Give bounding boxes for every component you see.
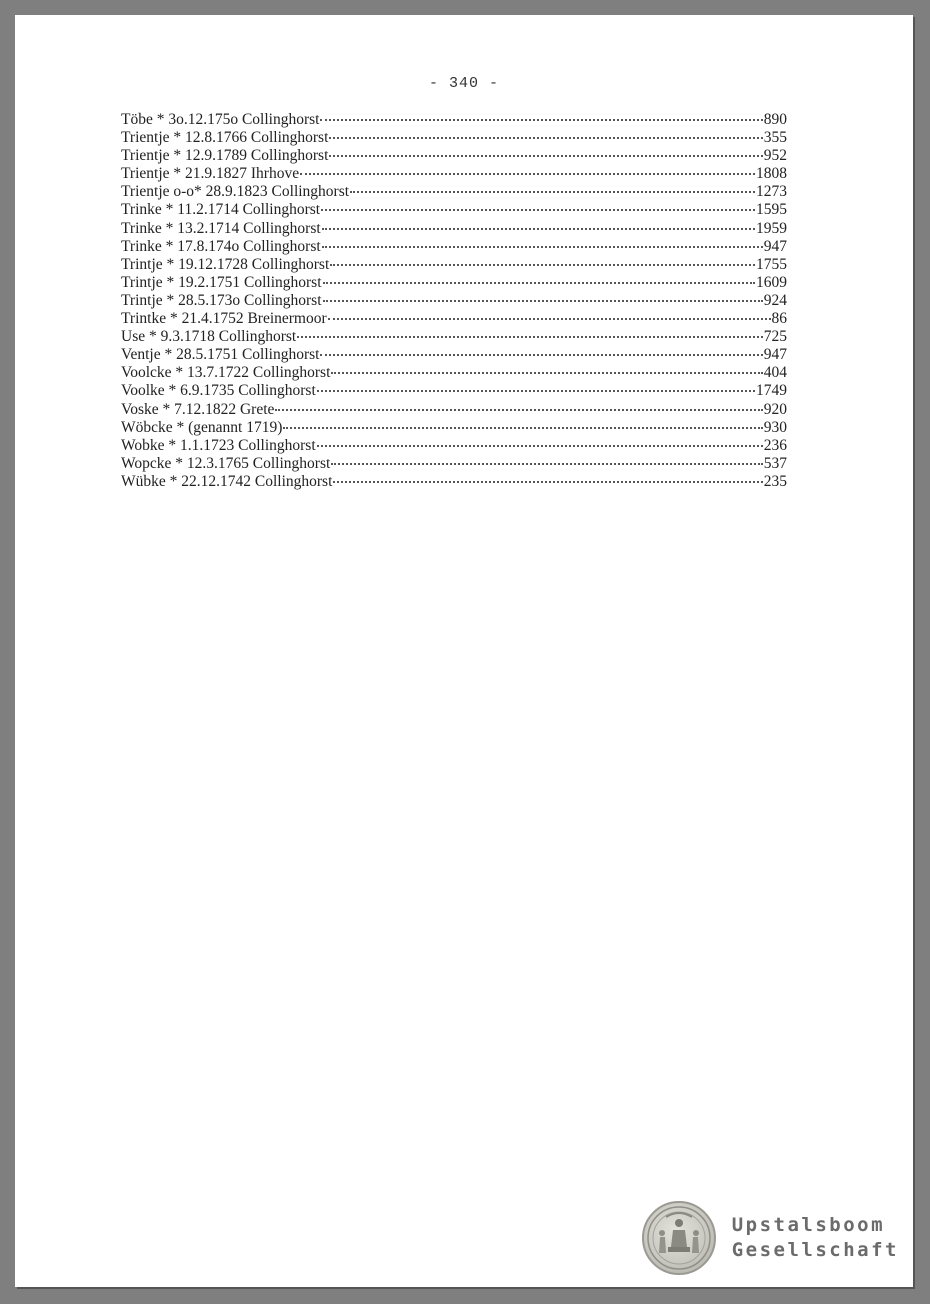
entry-label: Use * 9.3.1718 Collinghorst: [121, 328, 297, 346]
entry-label: Trinke * 11.2.1714 Collinghorst: [121, 201, 321, 219]
dot-leader: [331, 463, 762, 465]
index-entry: [121, 401, 787, 419]
index-entry: [121, 147, 787, 165]
name-index-list: [121, 111, 787, 491]
society-name: [732, 1213, 899, 1263]
index-entry: [121, 473, 787, 491]
index-entry: [121, 310, 787, 328]
index-entry: [121, 382, 787, 400]
dot-leader: [320, 119, 762, 121]
index-entry: [121, 364, 787, 382]
entry-ref: 924: [763, 291, 787, 309]
dot-leader: [329, 137, 762, 139]
dot-leader: [283, 427, 762, 429]
entry-ref: 235: [763, 472, 787, 490]
index-entry: [121, 183, 787, 201]
seal-graphic: [644, 1203, 714, 1273]
entry-ref: 1808: [756, 165, 787, 183]
entry-label: Wopcke * 12.3.1765 Collinghorst: [121, 454, 331, 472]
entry-ref: 1959: [756, 219, 787, 237]
dot-leader: [297, 336, 763, 338]
entry-label: Trientje * 12.8.1766 Collinghorst: [121, 129, 329, 147]
index-entry: [121, 111, 787, 129]
entry-label: Voolke * 6.9.1735 Collinghorst: [121, 382, 316, 400]
dot-leader: [331, 372, 762, 374]
entry-label: Ventje * 28.5.1751 Collinghorst: [121, 346, 320, 364]
entry-label: Voske * 7.12.1822 Grete: [121, 400, 275, 418]
entry-label: Trinke * 17.8.174o Collinghorst: [121, 237, 321, 255]
index-entry: [121, 220, 787, 238]
entry-ref: 236: [763, 436, 787, 454]
entry-label: Wobke * 1.1.1723 Collinghorst: [121, 436, 316, 454]
dot-leader: [275, 409, 762, 411]
entry-ref: 952: [763, 147, 787, 165]
dot-leader: [321, 209, 755, 211]
index-entry: [121, 292, 787, 310]
seal-icon: [642, 1201, 716, 1275]
society-name-line2: Gesellschaft: [731, 1239, 899, 1261]
entry-label: Trintje * 28.5.173o Collinghorst: [121, 291, 322, 309]
index-entry: [121, 256, 787, 274]
entry-ref: 1749: [756, 382, 787, 400]
entry-label: Trientje o-o* 28.9.1823 Collinghorst: [121, 183, 350, 201]
entry-label: Wübke * 22.12.1742 Collinghorst: [121, 472, 333, 490]
entry-ref: 947: [763, 237, 787, 255]
entry-ref: 1609: [756, 273, 787, 291]
entry-ref: 1755: [756, 255, 787, 273]
index-entry: [121, 437, 787, 455]
dot-leader: [323, 300, 763, 302]
dot-leader: [323, 282, 755, 284]
entry-ref: 404: [763, 364, 787, 382]
entry-ref: 1273: [756, 183, 787, 201]
entry-ref: 947: [763, 346, 787, 364]
index-entry: [121, 455, 787, 473]
entry-ref: 920: [763, 400, 787, 418]
page-number: - 340 -: [428, 75, 499, 92]
entry-ref: 890: [763, 111, 787, 128]
index-entry: [121, 419, 787, 437]
dot-leader: [317, 445, 763, 447]
entry-label: Trintje * 19.12.1728 Collinghorst: [121, 255, 330, 273]
entry-label: Wöbcke * (genannt 1719): [121, 418, 283, 436]
entry-label: Töbe * 3o.12.175o Collinghorst: [121, 111, 320, 128]
entry-label: Voolcke * 13.7.1722 Collinghorst: [121, 364, 331, 382]
index-entry: [121, 165, 787, 183]
entry-ref: 86: [771, 310, 787, 328]
entry-ref: 355: [763, 129, 787, 147]
dot-leader: [329, 155, 762, 157]
entry-ref: 930: [763, 418, 787, 436]
entry-label: Trientje * 21.9.1827 Ihrhove: [121, 165, 300, 183]
dot-leader: [328, 318, 771, 320]
dot-leader: [322, 246, 763, 248]
dot-leader: [300, 173, 755, 175]
society-name-line1: Upstalsboom: [731, 1214, 886, 1236]
entry-label: Trientje * 12.9.1789 Collinghorst: [121, 147, 329, 165]
dot-leader: [320, 354, 762, 356]
dot-leader: [322, 228, 755, 230]
dot-leader: [333, 481, 762, 483]
index-entry: [121, 238, 787, 256]
dot-leader: [350, 191, 755, 193]
index-entry: [121, 129, 787, 147]
dot-leader: [317, 390, 755, 392]
document-page: [15, 15, 913, 1287]
index-entry: [121, 274, 787, 292]
entry-ref: 1595: [756, 201, 787, 219]
dot-leader: [330, 264, 755, 266]
entry-label: Trintke * 21.4.1752 Breinermoor: [121, 310, 327, 328]
entry-label: Trintje * 19.2.1751 Collinghorst: [121, 273, 322, 291]
entry-ref: 537: [763, 454, 787, 472]
entry-label: Trinke * 13.2.1714 Collinghorst: [121, 219, 321, 237]
index-entry: [121, 328, 787, 346]
entry-ref: 725: [763, 328, 787, 346]
society-logo: [642, 1201, 899, 1275]
index-entry: [121, 346, 787, 364]
index-entry: [121, 201, 787, 219]
